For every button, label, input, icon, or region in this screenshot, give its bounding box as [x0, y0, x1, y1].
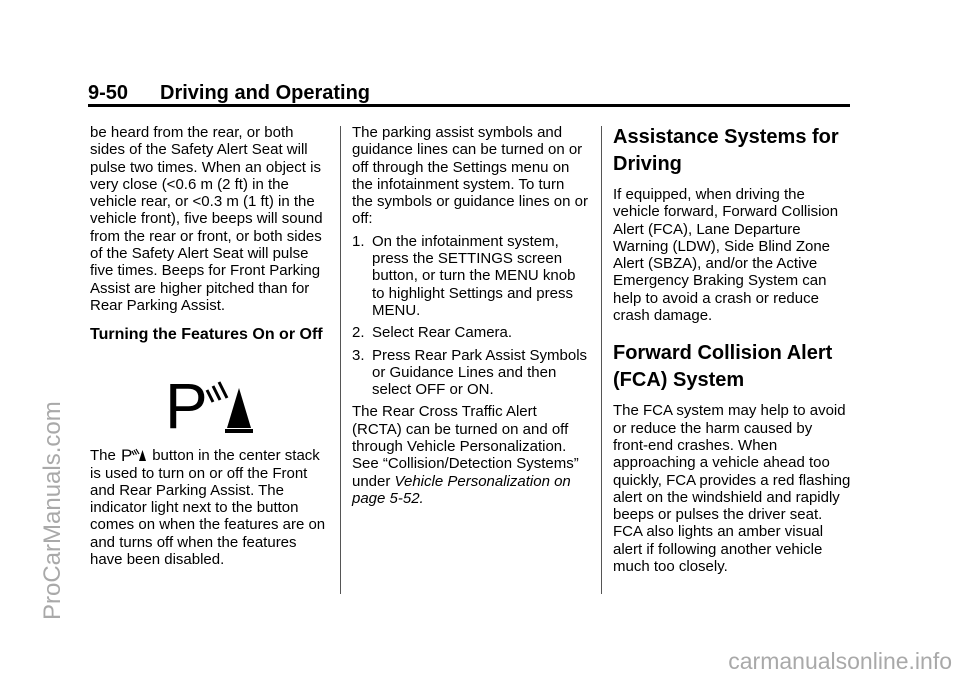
list-number: 3.: [352, 346, 365, 364]
list-text: Press Rear Park Assist Symbols or Guidance Lines and then select OFF or ON.: [372, 346, 588, 399]
col2-intro: The parking assist symbols and guidance lines can be turned on or off through the Settings menu on the infotainment system. To turn the symbols or guidance lines on or off:: [352, 124, 588, 228]
svg-text:P: P: [165, 370, 208, 441]
column-1: [90, 124, 330, 568]
col1-paragraph-1: be heard from the rear, or both sides of the Safety Alert Seat will pulse two times. When an object is very close (<0.6 m (2 ft) in the vehicle rear, or <0.3 m (1 ft) in the vehicle front), five beeps will sound from the rear or front, or both sides of the Safety Alert Seat will pulse five times. Beeps for Front Parking Assist are higher pitched than for Rear Parking Assist.: [90, 124, 323, 314]
list-item: [352, 233, 588, 319]
para2-lead: The: [90, 447, 116, 465]
park-assist-inline-icon: [121, 446, 147, 463]
svg-text:P: P: [121, 446, 133, 464]
column-2: [352, 124, 588, 507]
list-number: 1.: [352, 232, 365, 250]
page-number: 9-50: [88, 82, 129, 104]
column-divider-2: [601, 126, 602, 594]
bottom-watermark: carmanualsonline.info: [728, 648, 952, 674]
col3-paragraph-1: If equipped, when driving the vehicle forward, Forward Collision Alert (FCA), Lane Departure Warning (LDW), Side Blind Zone Alert (SBZA), and/or the Active Emergency Braking System can help to avoid a crash or reduce crash damage.: [613, 186, 839, 325]
para2-rest: button in the center stack is used to turn on or off the Front and Rear Parking Assist. The indicator light next to the button comes on when the features are on and turns off when the features have been disabled.: [90, 447, 326, 569]
col1-paragraph-2: [90, 446, 330, 568]
list-text: Select Rear Camera.: [372, 324, 513, 342]
side-watermark: ProCarManuals.com: [39, 401, 66, 620]
section-title: Driving and Operating: [160, 82, 371, 104]
rcta-paragraph: [352, 403, 588, 507]
subheading-turning-features: Turning the Features On or Off: [90, 326, 323, 344]
page-header: [88, 80, 850, 106]
column-3: [613, 124, 851, 575]
list-item: [352, 324, 588, 341]
header-rule: [88, 104, 850, 107]
list-number: 2.: [352, 324, 365, 342]
rcta-reference-link[interactable]: Vehicle Personalization on page 5-52.: [352, 472, 571, 507]
list-item: [352, 347, 588, 399]
column-divider-1: [340, 126, 341, 594]
heading-assistance-systems: Assistance Systems for Driving: [613, 126, 839, 175]
heading-fca-system: Forward Collision Alert (FCA) System: [613, 342, 833, 392]
rcta-text: The Rear Cross Traffic Alert (RCTA) can be turned on and off through Vehicle Personalization. See “Collision/Detection Systems” under: [352, 403, 579, 490]
col3-paragraph-2: The FCA system may help to avoid or reduce the harm caused by front-end crashes. When approaching a vehicle ahead too quickly, FCA provides a red flashing alert on the windshield and rapidly beeps or pulses the driver seat. FCA also lights an amber visual alert if following another vehicle much too closely.: [613, 402, 851, 576]
park-assist-icon: [163, 368, 263, 440]
list-text: On the infotainment system, press the SETTINGS screen button, or turn the MENU knob to highlight Settings and press MENU.: [372, 232, 576, 319]
